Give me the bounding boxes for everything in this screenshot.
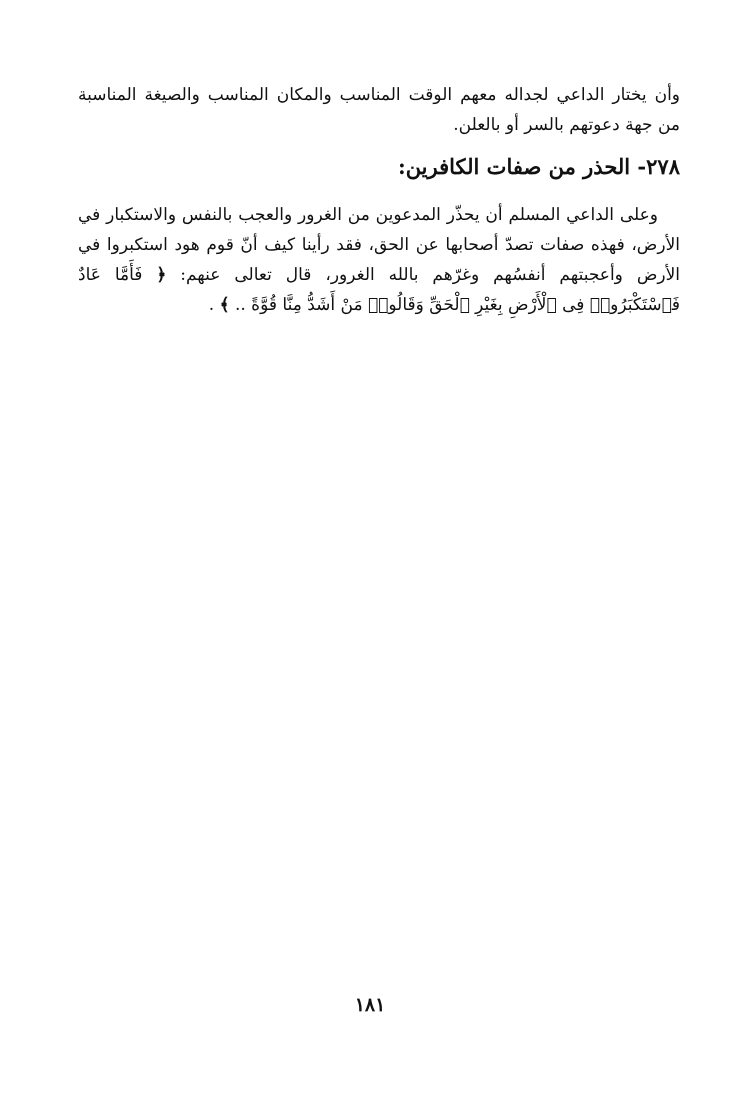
quote-close-mark: ﴾ [219,295,230,315]
page-number: ١٨١ [354,994,386,1016]
paragraph-text: وأن يختار الداعي لجداله معهم الوقت المناسب والمكان المناسب والصيغة المناسبة من جهة دعوتهم بالسر أو بالعلن. [78,85,680,135]
paragraph-body [78,200,680,320]
paragraph-continuation [78,80,680,140]
quran-verse: فَأَمَّا عَادٌ فَٱسْتَكْبَرُوا۟ فِى ٱلْأَرْضِ بِغَيْرِ ٱلْحَقِّ وَقَالُوا۟ مَنْ أَشَدُّ مِنَّا قُوَّةً .. [78,265,680,315]
section-heading: ٢٧٨- الحذر من صفات الكافرين: [397,154,680,179]
quote-open-mark: ﴿ [156,265,167,285]
paragraph-text: وعلى الداعي المسلم أن يحذّر المدعوين من الغرور والعجب بالنفس والاستكبار في الأرض، فهذه صفات تصدّ أصحابها عن الحق، فقد رأينا كيف أنّ قوم هود استكبروا في الأرض وأعجبتهم أنفسُهم وغرّهم بالله الغرور، قال تعالى عنهم: [78,205,680,285]
sentence-end: . [208,295,215,315]
